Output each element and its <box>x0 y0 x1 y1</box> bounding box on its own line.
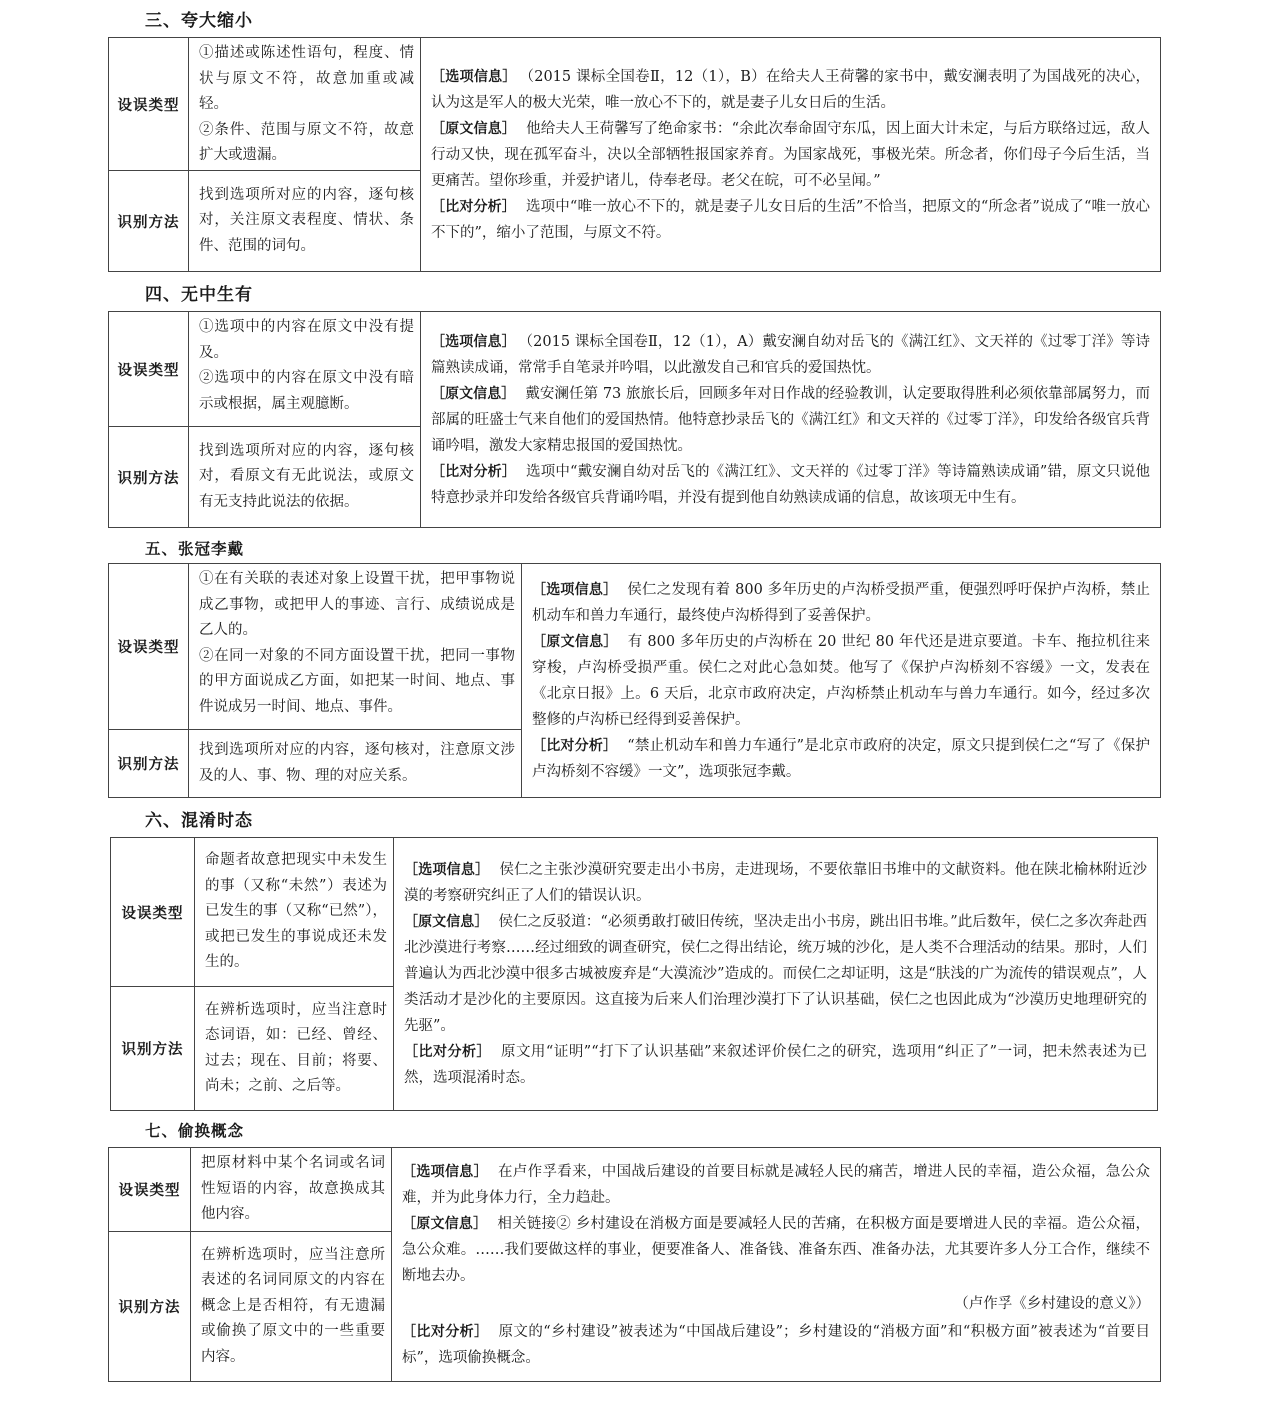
analysis-panel <box>392 1148 1160 1381</box>
option-tag: ［选项信息］ <box>431 333 516 350</box>
compare-tag: ［比对分析］ <box>431 463 517 480</box>
method-label: 识别方法 <box>109 1232 191 1381</box>
option-tag: ［选项信息］ <box>404 862 490 878</box>
method-desc: 找到选项所对应的内容，逐句核对，注意原文涉及的人、事、物、理的对应关系。 <box>189 730 522 797</box>
compare-tag: ［比对分析］ <box>431 198 516 215</box>
method-label: 识别方法 <box>109 171 189 271</box>
analysis-panel <box>522 564 1160 797</box>
original-tag: ［原文信息］ <box>404 914 489 930</box>
method-desc: 在辨析选项时，应当注意时态词语，如：已经、曾经、过去；现在、目前；将要、尚未；之前、之后等。 <box>195 987 394 1110</box>
compare-info <box>431 194 1150 246</box>
method-desc: 找到选项所对应的内容，逐句核对，关注原文表程度、情状、条件、范围的词句。 <box>189 171 421 271</box>
original-info <box>431 116 1150 194</box>
method-label: 识别方法 <box>111 987 195 1110</box>
option-text: 侯仁之发现有着 800 多年历史的卢沟桥受损严重，便强烈呼吁保护卢沟桥，禁止机动车和兽力车通行，最终使卢沟桥得到了妥善保护。 <box>532 581 1150 624</box>
method-label: 识别方法 <box>109 730 189 797</box>
error-type-desc: ①在有关联的表述对象上设置干扰，把甲事物说成乙事物，或把甲人的事迹、言行、成绩说成是乙人的。 ②在同一对象的不同方面设置干扰，把同一事物的甲方面说成乙方面，如把某一时间、地点、事件说成另一时间、地点、事件。 <box>189 564 522 730</box>
option-info <box>404 857 1147 909</box>
original-text: 侯仁之反驳道：“必须勇敢打破旧传统，坚决走出小书房，跳出旧书堆。”此后数年，侯仁之多次奔赴西北沙漠进行考察……经过细致的调查研究，侯仁之得出结论，统万城的沙化，是人类不合理活动的结果。那时，人们普遍认为西北沙漠中很多古城被废弃是“大漠流沙”造成的。而侯仁之却证明，这是“肤浅的广为流传的错误观点”，人类活动才是沙化的主要原因。这直接为后来人们治理沙漠打下了认识基础，侯仁之也因此成为“沙漠历史地理研究的先驱”。 <box>404 914 1147 1034</box>
original-info <box>532 629 1150 733</box>
option-tag: ［选项信息］ <box>532 581 618 598</box>
error-type-desc: 把原材料中某个名词或名词性短语的内容，故意换成其他内容。 <box>191 1148 392 1232</box>
method-desc: 找到选项所对应的内容，逐句核对，看原文有无此说法，或原文有无支持此说法的依据。 <box>189 427 421 527</box>
analysis-panel <box>421 38 1160 271</box>
compare-info <box>431 459 1150 511</box>
compare-info <box>402 1319 1150 1371</box>
original-info <box>404 909 1147 1039</box>
option-info <box>532 577 1150 629</box>
compare-info <box>532 733 1150 785</box>
error-type-desc: 命题者故意把现实中未发生的事（又称“未然”）表述为已发生的事（又称“已然”），或把已发生的事说成还未发生的。 <box>195 838 394 987</box>
original-info <box>402 1211 1150 1289</box>
option-info <box>431 329 1150 381</box>
error-type-label: 设误类型 <box>109 564 189 730</box>
original-tag: ［原文信息］ <box>532 633 618 650</box>
section-title: 七、偷换概念 <box>145 1122 245 1140</box>
original-tag: ［原文信息］ <box>431 120 517 137</box>
compare-text: 原文用“证明”“打下了认识基础”来叙述评价侯仁之的研究，选项用“纠正了”一词，把未然表述为已然，选项混淆时态。 <box>404 1044 1148 1086</box>
compare-text: 选项中“唯一放心不下的，就是妻子儿女日后的生活”不恰当，把原文的“所念者”说成了“唯一放心不下的”，缩小了范围，与原文不符。 <box>431 198 1150 241</box>
method-label: 识别方法 <box>109 427 189 527</box>
analysis-panel <box>421 312 1160 527</box>
section-title: 四、无中生有 <box>145 285 253 305</box>
section-table <box>108 563 1161 798</box>
error-type-desc: ①选项中的内容在原文中没有提及。 ②选项中的内容在原文中没有暗示或根据，属主观臆断。 <box>189 312 421 427</box>
section-table <box>110 837 1158 1111</box>
error-type-label: 设误类型 <box>109 312 189 427</box>
compare-tag: ［比对分析］ <box>532 737 618 754</box>
compare-text: 原文的“乡村建设”被表述为“中国战后建设”；乡村建设的“消极方面”和“积极方面”被表述为“首要目标”，选项偷换概念。 <box>402 1323 1150 1366</box>
section-table <box>108 311 1161 528</box>
error-type-label: 设误类型 <box>109 38 189 171</box>
original-text: 戴安澜任第 73 旅旅长后，回顾多年对日作战的经验教训，认定要取得胜利必须依靠部属努力，而部属的旺盛士气来自他们的爱国热情。他特意抄录岳飞的《满江红》和文天祥的《过零丁洋》，印发给各级官兵背诵吟唱，激发大家精忠报国的爱国热忱。 <box>431 385 1150 454</box>
original-tag: ［原文信息］ <box>431 385 516 402</box>
method-desc: 在辨析选项时，应当注意所表述的名词同原文的内容在概念上是否相符，有无遗漏或偷换了原文中的一些重要内容。 <box>191 1232 392 1381</box>
section-table <box>108 1147 1161 1382</box>
original-info <box>431 381 1150 459</box>
section-table <box>108 37 1161 272</box>
section-title: 五、张冠李戴 <box>145 540 245 558</box>
error-type-label: 设误类型 <box>109 1148 191 1232</box>
analysis-panel <box>394 838 1157 1110</box>
original-text: 相关链接② 乡村建设在消极方面是要减轻人民的苦痛，在积极方面是要增进人民的幸福。造公众福，急公众难。……我们要做这样的事业，便要准备人、准备钱、准备东西、准备办法，尤其要许多人分工合作，继续不断地去办。 <box>402 1215 1151 1284</box>
compare-text: 选项中“戴安澜自幼对岳飞的《满江红》、文天祥的《过零丁洋》等诗篇熟读成诵”错，原文只说他特意抄录并印发给各级官兵背诵吟唱，并没有提到他自幼熟读成诵的信息，故该项无中生有。 <box>431 463 1150 506</box>
compare-info <box>404 1039 1147 1091</box>
option-info <box>431 64 1150 116</box>
source-citation: （卢作孚《乡村建设的意义》） <box>954 1295 1150 1312</box>
option-tag: ［选项信息］ <box>431 68 517 85</box>
option-tag: ［选项信息］ <box>402 1163 488 1180</box>
option-text: （2015 课标全国卷Ⅱ，12（1），A）戴安澜自幼对岳飞的《满江红》、文天祥的《过零丁洋》等诗篇熟读成诵，常常手自笔录并吟唱，以此激发自己和官兵的爱国热忱。 <box>431 333 1150 376</box>
compare-tag: ［比对分析］ <box>404 1044 491 1060</box>
compare-text: “禁止机动车和兽力车通行”是北京市政府的决定，原文只提到侯仁之“写了《保护卢沟桥刻不容缓》一文”，选项张冠李戴。 <box>532 737 1150 780</box>
option-info <box>402 1159 1150 1211</box>
error-type-desc: ①描述或陈述性语句，程度、情状与原文不符，故意加重或减轻。 ②条件、范围与原文不符，故意扩大或遗漏。 <box>189 38 421 171</box>
option-text: 侯仁之主张沙漠研究要走出小书房，走进现场，不要依靠旧书堆中的文献资料。他在陕北榆林附近沙漠的考察研究纠正了人们的错误认识。 <box>404 862 1148 904</box>
error-type-label: 设误类型 <box>111 838 195 987</box>
original-text: 有 800 多年历史的卢沟桥在 20 世纪 80 年代还是进京要道。卡车、拖拉机往来穿梭，卢沟桥受损严重。侯仁之对此心急如焚。他写了《保护卢沟桥刻不容缓》一文，发表在《北京日报》上。6 天后，北京市政府决定，卢沟桥禁止机动车与兽力车通行。如今，经过多次整修的卢沟桥已经得到妥善保护。 <box>532 633 1151 728</box>
original-tag: ［原文信息］ <box>402 1215 488 1232</box>
option-text: 在卢作孚看来，中国战后建设的首要目标就是减轻人民的痛苦，增进人民的幸福，造公众福，急公众难，并为此身体力行，全力趋赴。 <box>402 1163 1151 1206</box>
compare-tag: ［比对分析］ <box>402 1323 489 1340</box>
original-text: 他给夫人王荷馨写了绝命家书：“余此次奉命固守东瓜，因上面大计未定，与后方联络过远，敌人行动又快，现在孤军奋斗，决以全部牺牲报国家养育。为国家战死，事极光荣。所念者，你们母子今后生活，当更痛苦。望你珍重，并爱护诸儿，侍奉老母。老父在皖，可不必呈闻。” <box>431 120 1150 189</box>
section-title: 六、混淆时态 <box>145 811 253 831</box>
section-title: 三、夸大缩小 <box>145 11 253 31</box>
option-text: （2015 课标全国卷Ⅱ，12（1），B）在给夫人王荷馨的家书中，戴安澜表明了为国战死的决心，认为这是军人的极大光荣，唯一放心不下的，就是妻子儿女日后的生活。 <box>431 68 1150 111</box>
